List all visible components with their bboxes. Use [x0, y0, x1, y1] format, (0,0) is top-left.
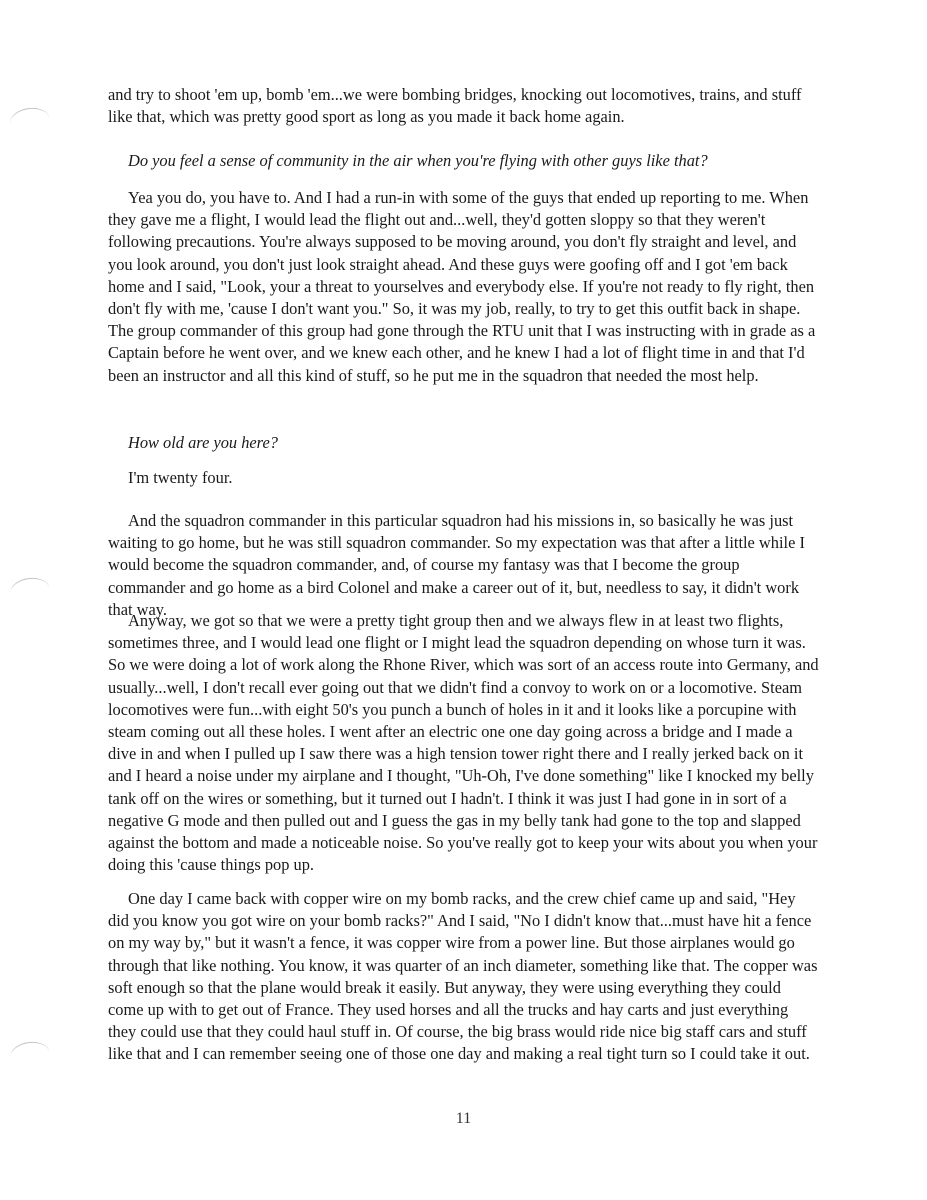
- paragraph-rhone-river-missions: Anyway, we got so that we were a pretty tight group then and we always flew in at least two flights, sometimes three, and I would lead one flight or I might lead the squadron depending on whose turn it was. So we were doing a lot of work along the Rhone River, which was sort of an access route into Germany, and usually...well, I don't recall ever going out that we didn't find a convoy to work on or a locomotive. Steam locomotives were fun...with eight 50's you punch a bunch of holes in it and it looks like a porcupine with steam coming out all these holes. I went after an electric one one day going across a bridge and I made a dive in and when I pulled up I saw there was a high tension tower right there and I really jerked back on it and I heard a noise under my airplane and I thought, "Uh-Oh, I've done something" like I knocked my belly tank off on the wires or something, but it turned out I hadn't. I think it was just I had gone in in sort of a negative G mode and then pulled out and I guess the gas in my belly tank had gone to the top and slapped against the bottom and made a noticeable noise. So you've really got to keep your wits about you when your doing this 'cause things pop up.: [108, 611, 819, 875]
- paragraph-squadron-commander: And the squadron commander in this particular squadron had his missions in, so basically he was just waiting to go home, but he was still squadron commander. So my expectation was that after a little while I would become the squadron commander, and, of course my fantasy was that I become the group commander and go home as a bird Colonel and make a career out of it, but, needless to say, it didn't work that way.: [108, 511, 805, 619]
- paragraph-answer-age: I'm twenty four.: [128, 468, 233, 487]
- punch-hole-mark-middle: [8, 575, 51, 607]
- punch-hole-mark-bottom: [8, 1039, 51, 1071]
- page-number: 11: [455, 1110, 472, 1127]
- interview-question-age: How old are you here?: [128, 433, 278, 452]
- paragraph-continuation: and try to shoot 'em up, bomb 'em...we were bombing bridges, knocking out locomotives, trains, and stuff like that, which was pretty good sport as long as you made it back home again.: [108, 85, 802, 127]
- punch-hole-mark-top: [8, 105, 51, 137]
- paragraph-answer-community: Yea you do, you have to. And I had a run-in with some of the guys that ended up reporting to me. When they gave me a flight, I would lead the flight out and...well, they'd gotten sloppy so that they weren't following precautions. You're always supposed to be moving around, you don't fly straight and level, and you look around, you don't just look straight ahead. And these guys were goofing off and I got 'em back home and I said, "Look, your a threat to yourselves and everybody else. If you're not ready to fly right, then don't fly with me, 'cause I don't want you." So, it was my job, really, to try to get this outfit back in shape. The group commander of this group had gone through the RTU unit that I was instructing with in grade as a Captain before he went over, and we knew each other, and he knew I had a lot of flight time in and that I'd been an instructor and all this kind of stuff, so he put me in the squadron that needed the most help.: [108, 188, 816, 385]
- paragraph-copper-wire: One day I came back with copper wire on my bomb racks, and the crew chief came up and said, "Hey did you know you got wire on your bomb racks?" And I said, "No I didn't know that...must have hit a fence on my way by," but it wasn't a fence, it was copper wire from a power line. But those airplanes would go through that like nothing. You know, it was quarter of an inch diameter, something like that. The copper was soft enough so that the plane would break it easily. But anyway, they were using everything they could come up with to get out of France. They used horses and all the trucks and hay carts and just everything they could use that they could haul stuff in. Of course, the big brass would ride nice big staff cars and stuff like that and I can remember seeing one of those one day and making a real tight turn so I could take it out.: [108, 889, 818, 1064]
- interview-question-community: Do you feel a sense of community in the air when you're flying with other guys like that?: [128, 151, 708, 170]
